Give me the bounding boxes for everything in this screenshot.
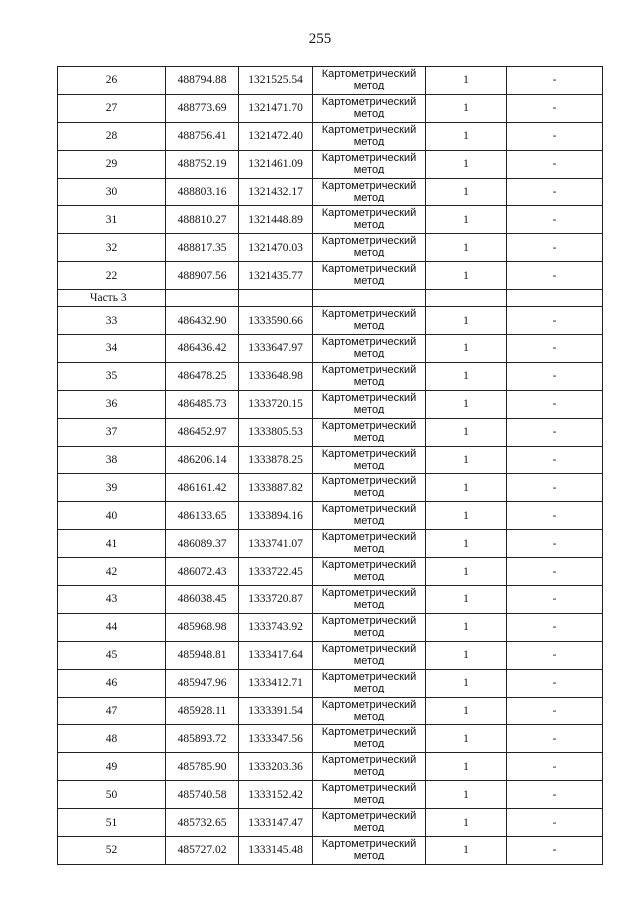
description-cell: -	[507, 206, 603, 234]
point-number-cell: 39	[58, 474, 166, 502]
x-coordinate-cell: 486432.90	[166, 307, 239, 335]
table-row	[58, 725, 603, 753]
coordinates-table-part-b	[58, 307, 603, 865]
y-coordinate-cell: 1333743.92	[239, 613, 313, 641]
x-coordinate-cell: 488810.27	[166, 206, 239, 234]
method-cell	[313, 502, 426, 530]
description-cell: -	[507, 502, 603, 530]
description-cell: -	[507, 262, 603, 290]
method-line-2: метод	[353, 320, 385, 331]
method-line-2: метод	[353, 135, 385, 146]
method-line-1: Картометрический	[321, 810, 417, 823]
description-cell: -	[507, 390, 603, 418]
method-line-2: метод	[353, 348, 385, 359]
empty-cell	[239, 290, 313, 307]
y-coordinate-cell: 1333648.98	[239, 362, 313, 390]
section-label: Часть 3	[58, 290, 166, 307]
method-line-2: метод	[353, 626, 385, 637]
page-number: 255	[308, 31, 332, 47]
table-row	[58, 178, 603, 206]
table-row	[58, 697, 603, 725]
description-cell: -	[507, 335, 603, 363]
x-coordinate-cell: 488907.56	[166, 262, 239, 290]
point-number-cell: 38	[58, 446, 166, 474]
method-line-1: Картометрический	[321, 95, 417, 108]
accuracy-cell: 1	[426, 390, 507, 418]
method-cell	[313, 669, 426, 697]
empty-cell	[507, 290, 603, 307]
description-cell: -	[507, 150, 603, 178]
y-coordinate-cell: 1333741.07	[239, 530, 313, 558]
accuracy-cell: 1	[426, 335, 507, 363]
method-line-2: метод	[353, 163, 385, 174]
method-line-1: Картометрический	[321, 531, 417, 544]
method-line-1: Картометрический	[321, 642, 417, 655]
method-line-2: метод	[353, 515, 385, 526]
method-line-2: метод	[353, 375, 385, 386]
method-line-2: метод	[353, 654, 385, 665]
method-line-2: метод	[353, 107, 385, 118]
x-coordinate-cell: 488794.88	[166, 67, 239, 95]
method-line-1: Картометрический	[321, 754, 417, 767]
method-line-1: Картометрический	[321, 151, 417, 164]
y-coordinate-cell: 1333590.66	[239, 307, 313, 335]
point-number-cell: 45	[58, 641, 166, 669]
empty-cell	[426, 290, 507, 307]
method-cell	[313, 67, 426, 95]
table-row	[58, 362, 603, 390]
point-number-cell: 29	[58, 150, 166, 178]
method-line-2: метод	[353, 682, 385, 693]
method-line-1: Картометрический	[321, 503, 417, 516]
x-coordinate-cell: 488756.41	[166, 122, 239, 150]
x-coordinate-cell: 485948.81	[166, 641, 239, 669]
point-number-cell: 52	[58, 837, 166, 865]
table-row	[58, 781, 603, 809]
method-cell	[313, 122, 426, 150]
method-cell	[313, 725, 426, 753]
method-line-2: метод	[353, 219, 385, 230]
y-coordinate-cell: 1321432.17	[239, 178, 313, 206]
table-row	[58, 262, 603, 290]
table-row	[58, 753, 603, 781]
description-cell: -	[507, 697, 603, 725]
y-coordinate-cell: 1321470.03	[239, 234, 313, 262]
point-number-cell: 41	[58, 530, 166, 558]
y-coordinate-cell: 1333347.56	[239, 725, 313, 753]
x-coordinate-cell: 485785.90	[166, 753, 239, 781]
point-number-cell: 31	[58, 206, 166, 234]
coordinates-table	[57, 66, 603, 865]
method-line-1: Картометрический	[321, 207, 417, 220]
point-number-cell: 43	[58, 586, 166, 614]
x-coordinate-cell: 486452.97	[166, 418, 239, 446]
point-number-cell: 33	[58, 307, 166, 335]
method-cell	[313, 335, 426, 363]
method-cell	[313, 530, 426, 558]
method-line-2: метод	[353, 431, 385, 442]
point-number-cell: 28	[58, 122, 166, 150]
accuracy-cell: 1	[426, 234, 507, 262]
accuracy-cell: 1	[426, 725, 507, 753]
table-row	[58, 234, 603, 262]
table-row	[58, 474, 603, 502]
x-coordinate-cell: 485928.11	[166, 697, 239, 725]
accuracy-cell: 1	[426, 641, 507, 669]
description-cell: -	[507, 122, 603, 150]
accuracy-cell: 1	[426, 418, 507, 446]
method-line-1: Картометрический	[321, 782, 417, 795]
point-number-cell: 42	[58, 558, 166, 586]
table-row	[58, 837, 603, 865]
method-cell	[313, 418, 426, 446]
method-line-1: Картометрический	[321, 559, 417, 572]
method-cell	[313, 837, 426, 865]
table-row	[58, 530, 603, 558]
method-cell	[313, 150, 426, 178]
method-line-1: Картометрический	[321, 179, 417, 192]
method-line-2: метод	[353, 247, 385, 258]
method-line-2: метод	[353, 191, 385, 202]
x-coordinate-cell: 485893.72	[166, 725, 239, 753]
y-coordinate-cell: 1333894.16	[239, 502, 313, 530]
method-line-1: Картометрический	[321, 336, 417, 349]
description-cell: -	[507, 178, 603, 206]
description-cell: -	[507, 753, 603, 781]
method-line-2: метод	[353, 766, 385, 777]
accuracy-cell: 1	[426, 94, 507, 122]
point-number-cell: 27	[58, 94, 166, 122]
description-cell: -	[507, 446, 603, 474]
y-coordinate-cell: 1333417.64	[239, 641, 313, 669]
method-line-2: метод	[353, 738, 385, 749]
accuracy-cell: 1	[426, 781, 507, 809]
method-line-1: Картометрический	[321, 263, 417, 276]
accuracy-cell: 1	[426, 474, 507, 502]
x-coordinate-cell: 485740.58	[166, 781, 239, 809]
method-line-2: метод	[353, 275, 385, 286]
accuracy-cell: 1	[426, 697, 507, 725]
coordinates-table-part-a	[58, 67, 603, 290]
point-number-cell: 36	[58, 390, 166, 418]
method-line-2: метод	[353, 822, 385, 833]
table-row	[58, 586, 603, 614]
table-row	[58, 122, 603, 150]
method-cell	[313, 390, 426, 418]
point-number-cell: 26	[58, 67, 166, 95]
description-cell: -	[507, 586, 603, 614]
method-line-1: Картометрический	[321, 391, 417, 404]
method-cell	[313, 206, 426, 234]
method-cell	[313, 362, 426, 390]
y-coordinate-cell: 1333145.48	[239, 837, 313, 865]
description-cell: -	[507, 837, 603, 865]
point-number-cell: 32	[58, 234, 166, 262]
description-cell: -	[507, 67, 603, 95]
section-row-group	[58, 290, 603, 307]
method-cell	[313, 474, 426, 502]
table-row	[58, 67, 603, 95]
table-row	[58, 613, 603, 641]
empty-cell	[166, 290, 239, 307]
method-cell	[313, 307, 426, 335]
method-line-2: метод	[353, 459, 385, 470]
accuracy-cell: 1	[426, 613, 507, 641]
y-coordinate-cell: 1333391.54	[239, 697, 313, 725]
point-number-cell: 34	[58, 335, 166, 363]
accuracy-cell: 1	[426, 67, 507, 95]
point-number-cell: 46	[58, 669, 166, 697]
x-coordinate-cell: 488803.16	[166, 178, 239, 206]
method-cell	[313, 809, 426, 837]
point-number-cell: 51	[58, 809, 166, 837]
point-number-cell: 48	[58, 725, 166, 753]
x-coordinate-cell: 485947.96	[166, 669, 239, 697]
method-line-1: Картометрический	[321, 698, 417, 711]
y-coordinate-cell: 1321448.89	[239, 206, 313, 234]
x-coordinate-cell: 488752.19	[166, 150, 239, 178]
accuracy-cell: 1	[426, 502, 507, 530]
method-line-1: Картометрический	[321, 475, 417, 488]
accuracy-cell: 1	[426, 530, 507, 558]
accuracy-cell: 1	[426, 586, 507, 614]
method-cell	[313, 446, 426, 474]
method-line-1: Картометрический	[321, 726, 417, 739]
accuracy-cell: 1	[426, 362, 507, 390]
method-line-2: метод	[353, 850, 385, 861]
x-coordinate-cell: 486038.45	[166, 586, 239, 614]
point-number-cell: 49	[58, 753, 166, 781]
method-line-2: метод	[353, 710, 385, 721]
x-coordinate-cell: 486072.43	[166, 558, 239, 586]
method-cell	[313, 613, 426, 641]
table-row	[58, 641, 603, 669]
method-cell	[313, 781, 426, 809]
table-row	[58, 390, 603, 418]
y-coordinate-cell: 1333887.82	[239, 474, 313, 502]
description-cell: -	[507, 234, 603, 262]
y-coordinate-cell: 1321472.40	[239, 122, 313, 150]
description-cell: -	[507, 530, 603, 558]
method-line-1: Картометрический	[321, 419, 417, 432]
description-cell: -	[507, 669, 603, 697]
x-coordinate-cell: 486206.14	[166, 446, 239, 474]
y-coordinate-cell: 1333722.45	[239, 558, 313, 586]
x-coordinate-cell: 488773.69	[166, 94, 239, 122]
accuracy-cell: 1	[426, 446, 507, 474]
method-cell	[313, 558, 426, 586]
method-line-1: Картометрический	[321, 587, 417, 600]
accuracy-cell: 1	[426, 753, 507, 781]
point-number-cell: 40	[58, 502, 166, 530]
y-coordinate-cell: 1333805.53	[239, 418, 313, 446]
accuracy-cell: 1	[426, 150, 507, 178]
description-cell: -	[507, 474, 603, 502]
x-coordinate-cell: 486436.42	[166, 335, 239, 363]
accuracy-cell: 1	[426, 809, 507, 837]
x-coordinate-cell: 486485.73	[166, 390, 239, 418]
method-line-2: метод	[353, 599, 385, 610]
method-cell	[313, 586, 426, 614]
method-line-1: Картометрический	[321, 123, 417, 136]
table-row	[58, 418, 603, 446]
method-cell	[313, 641, 426, 669]
method-cell	[313, 697, 426, 725]
y-coordinate-cell: 1333152.42	[239, 781, 313, 809]
table-row	[58, 307, 603, 335]
accuracy-cell: 1	[426, 262, 507, 290]
table-row	[58, 150, 603, 178]
accuracy-cell: 1	[426, 558, 507, 586]
accuracy-cell: 1	[426, 669, 507, 697]
table-row	[58, 809, 603, 837]
method-line-2: метод	[353, 571, 385, 582]
method-line-1: Картометрический	[321, 235, 417, 248]
y-coordinate-cell: 1333203.36	[239, 753, 313, 781]
method-line-2: метод	[353, 403, 385, 414]
description-cell: -	[507, 418, 603, 446]
description-cell: -	[507, 362, 603, 390]
point-number-cell: 30	[58, 178, 166, 206]
table-row	[58, 502, 603, 530]
accuracy-cell: 1	[426, 178, 507, 206]
empty-cell	[313, 290, 426, 307]
accuracy-cell: 1	[426, 837, 507, 865]
point-number-cell: 47	[58, 697, 166, 725]
table-row	[58, 558, 603, 586]
method-line-1: Картометрический	[321, 670, 417, 683]
section-row	[58, 290, 603, 307]
method-line-1: Картометрический	[321, 614, 417, 627]
method-cell	[313, 262, 426, 290]
x-coordinate-cell: 485727.02	[166, 837, 239, 865]
accuracy-cell: 1	[426, 122, 507, 150]
y-coordinate-cell: 1321525.54	[239, 67, 313, 95]
y-coordinate-cell: 1333412.71	[239, 669, 313, 697]
method-line-1: Картометрический	[321, 447, 417, 460]
description-cell: -	[507, 781, 603, 809]
y-coordinate-cell: 1333647.97	[239, 335, 313, 363]
y-coordinate-cell: 1321461.09	[239, 150, 313, 178]
x-coordinate-cell: 486478.25	[166, 362, 239, 390]
description-cell: -	[507, 613, 603, 641]
point-number-cell: 35	[58, 362, 166, 390]
y-coordinate-cell: 1321435.77	[239, 262, 313, 290]
x-coordinate-cell: 485732.65	[166, 809, 239, 837]
method-line-1: Картометрический	[321, 363, 417, 376]
method-line-1: Картометрический	[321, 308, 417, 321]
table-row	[58, 335, 603, 363]
description-cell: -	[507, 558, 603, 586]
x-coordinate-cell: 486133.65	[166, 502, 239, 530]
x-coordinate-cell: 486089.37	[166, 530, 239, 558]
method-cell	[313, 753, 426, 781]
y-coordinate-cell: 1333720.15	[239, 390, 313, 418]
method-line-1: Картометрический	[321, 68, 417, 80]
method-cell	[313, 94, 426, 122]
point-number-cell: 37	[58, 418, 166, 446]
point-number-cell: 50	[58, 781, 166, 809]
x-coordinate-cell: 488817.35	[166, 234, 239, 262]
method-line-2: метод	[353, 794, 385, 805]
x-coordinate-cell: 486161.42	[166, 474, 239, 502]
table-row	[58, 446, 603, 474]
y-coordinate-cell: 1333878.25	[239, 446, 313, 474]
method-line-2: метод	[353, 80, 385, 90]
x-coordinate-cell: 485968.98	[166, 613, 239, 641]
method-line-1: Картометрический	[321, 838, 417, 851]
point-number-cell: 22	[58, 262, 166, 290]
method-cell	[313, 234, 426, 262]
y-coordinate-cell: 1333720.87	[239, 586, 313, 614]
description-cell: -	[507, 94, 603, 122]
description-cell: -	[507, 641, 603, 669]
description-cell: -	[507, 725, 603, 753]
description-cell: -	[507, 809, 603, 837]
point-number-cell: 44	[58, 613, 166, 641]
accuracy-cell: 1	[426, 307, 507, 335]
y-coordinate-cell: 1321471.70	[239, 94, 313, 122]
table-row	[58, 669, 603, 697]
method-line-2: метод	[353, 543, 385, 554]
y-coordinate-cell: 1333147.47	[239, 809, 313, 837]
table-row	[58, 94, 603, 122]
table-row	[58, 206, 603, 234]
method-line-2: метод	[353, 487, 385, 498]
method-cell	[313, 178, 426, 206]
description-cell: -	[507, 307, 603, 335]
accuracy-cell: 1	[426, 206, 507, 234]
